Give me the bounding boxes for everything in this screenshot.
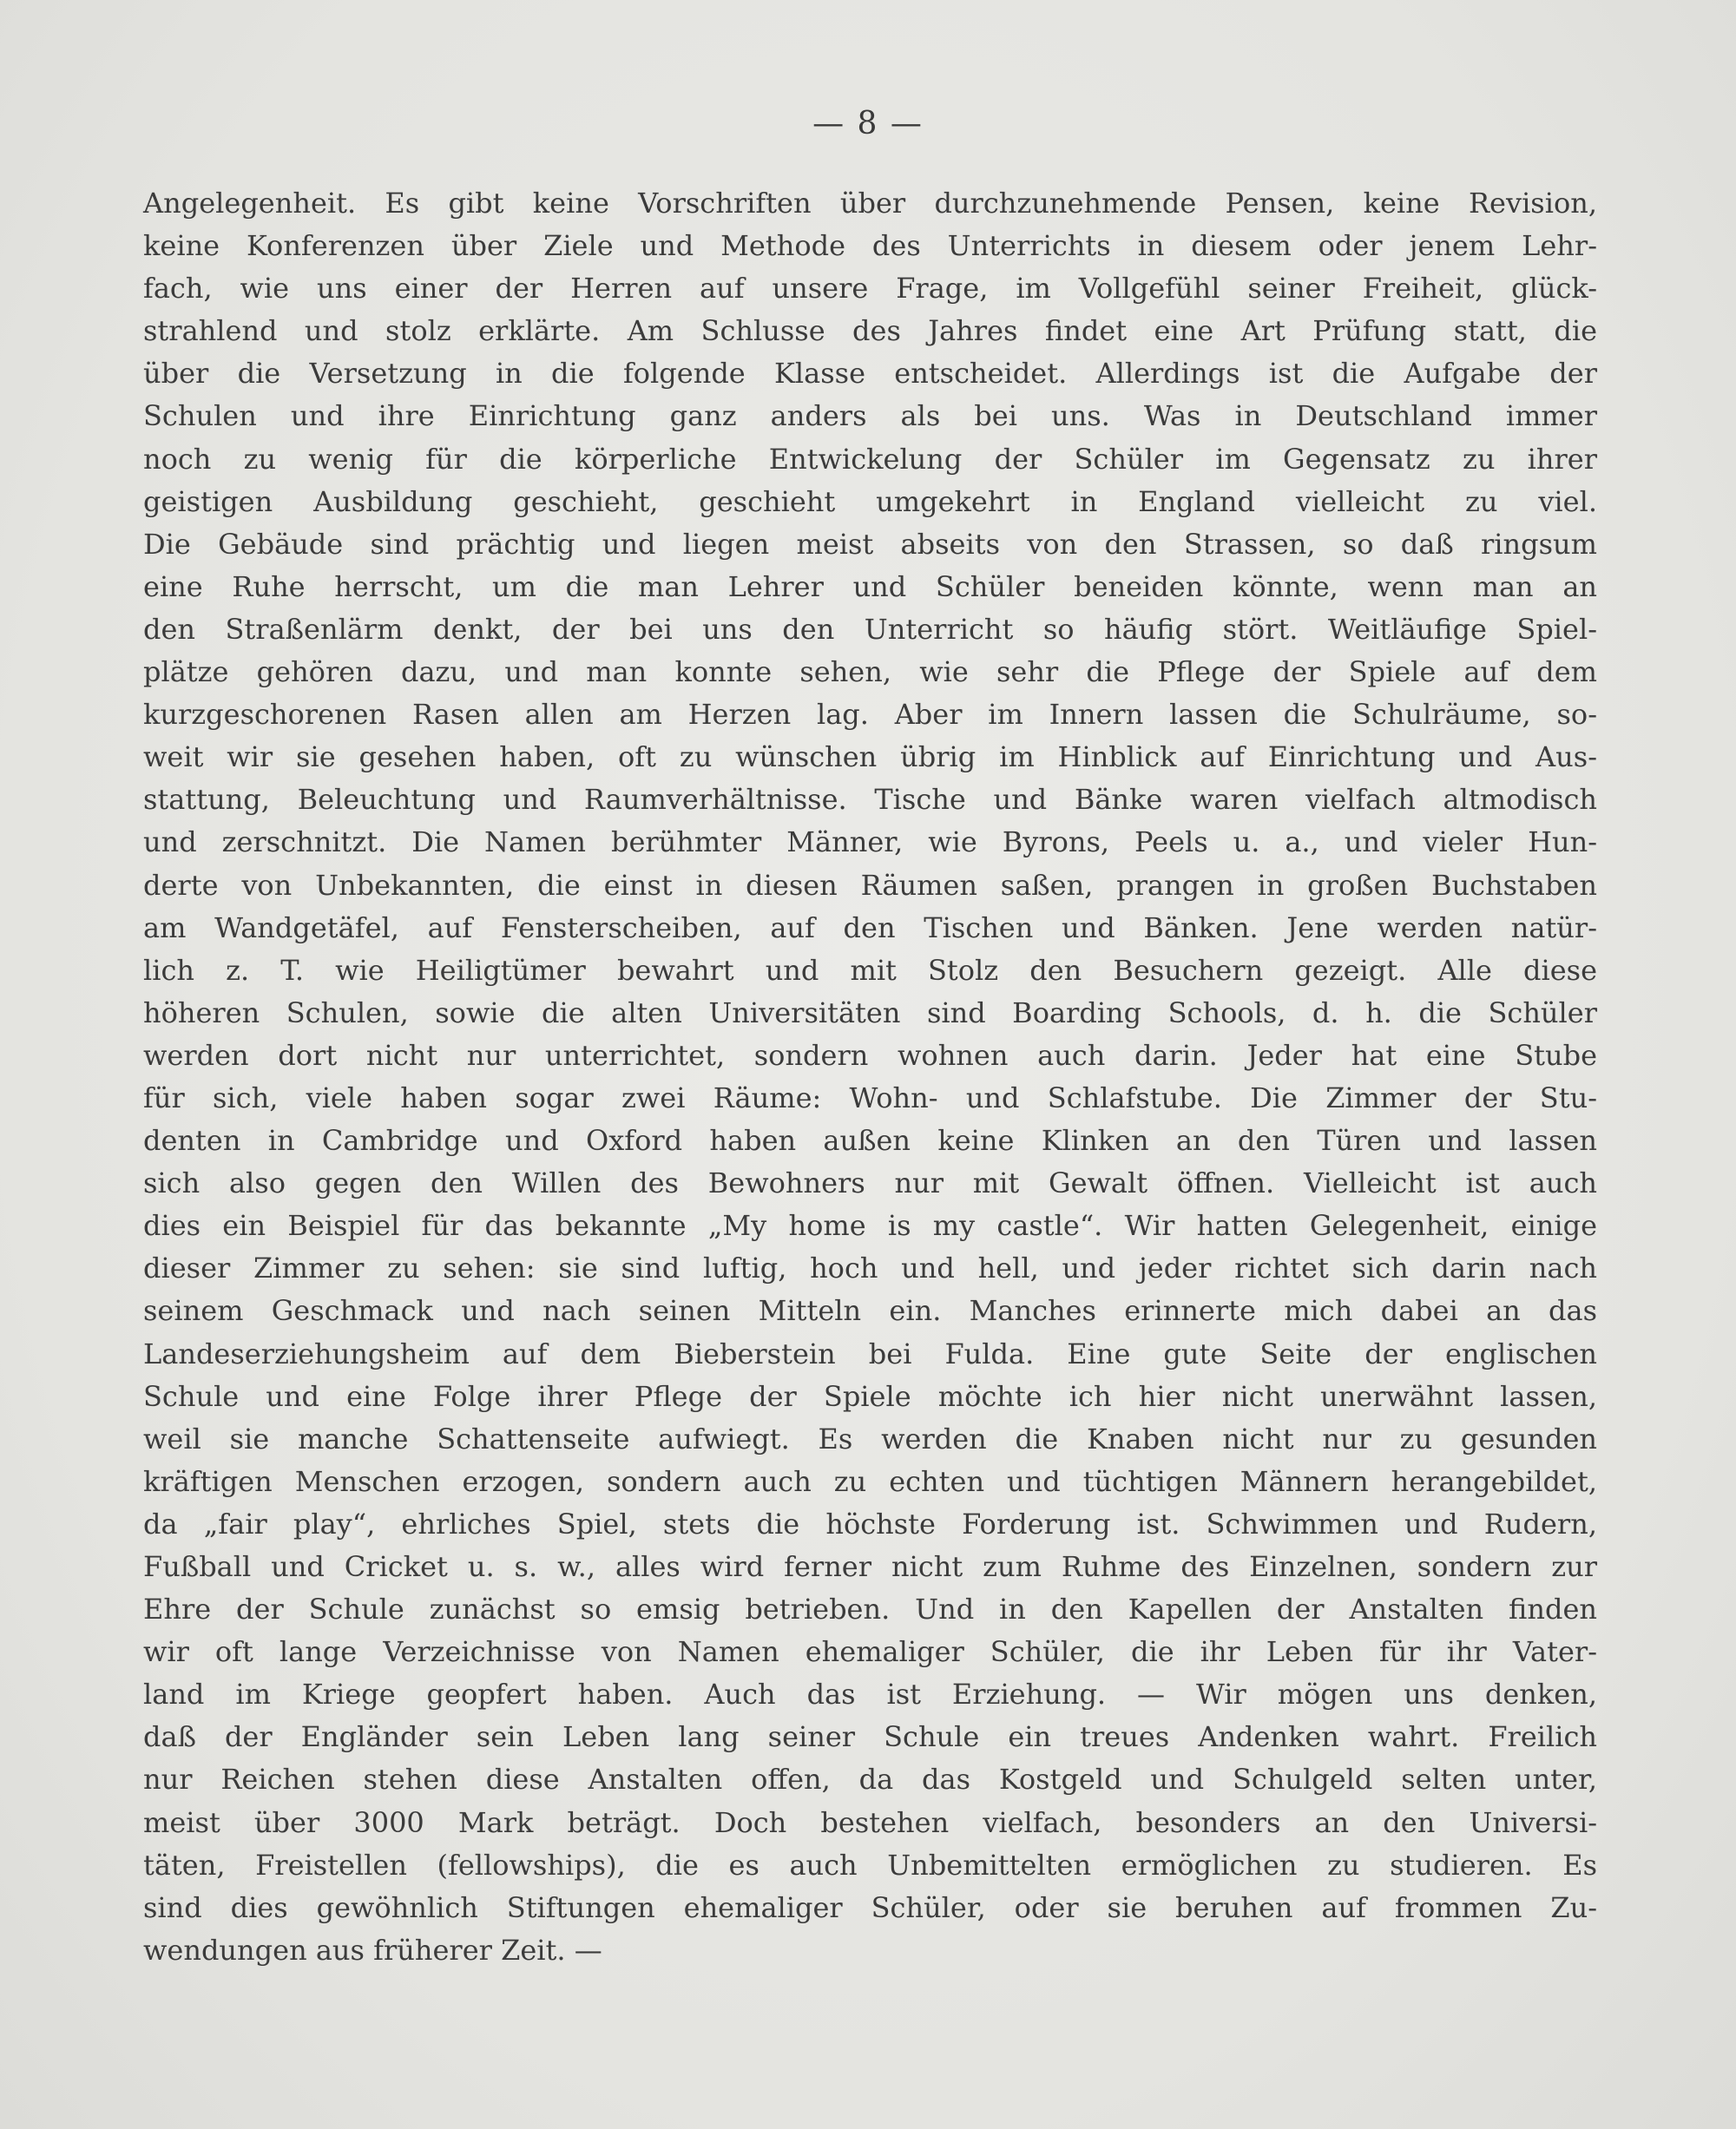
page-number: — 8 — — [812, 106, 924, 141]
text-line: sich also gegen den Willen des Bewohners nur mit Gewalt öffnen. Vielleicht ist auch — [143, 1166, 1597, 1200]
text-line: Landeserziehungsheim auf dem Bieberstein bei Fulda. Eine gute Seite der englischen — [143, 1337, 1597, 1370]
text-line: Die Gebäude sind prächtig und liegen meist abseits von den Strassen, so daß ringsum — [143, 527, 1597, 561]
text-line: seinem Geschmack und nach seinen Mitteln ein. Manches erinnerte mich dabei an das — [143, 1294, 1597, 1328]
text-line: höheren Schulen, sowie die alten Universitäten sind Boarding Schools, d. h. die Schüler — [143, 996, 1597, 1029]
text-line: fach, wie uns einer der Herren auf unsere Frage, im Vollgefühl seiner Freiheit, glück- — [143, 272, 1597, 306]
text-line: den Straßenlärm denkt, der bei uns den Unterricht so häufig stört. Weitläufige Spiel- — [143, 612, 1597, 646]
text-line: Angelegenheit. Es gibt keine Vorschriften über durchzunehmende Pensen, keine Revision, — [143, 187, 1597, 220]
text-line: daß der Engländer sein Leben lang seiner Schule ein treues Andenken wahrt. Freilich — [143, 1720, 1597, 1754]
text-line: Ehre der Schule zunächst so emsig betrieben. Und in den Kapellen der Anstalten finden — [143, 1593, 1597, 1626]
text-line: und zerschnitzt. Die Namen berühmter Männer, wie Byrons, Peels u. a., und vieler Hun- — [143, 825, 1597, 859]
text-line: Schulen und ihre Einrichtung ganz anders als bei uns. Was in Deutschland immer — [143, 399, 1597, 433]
text-line: lich z. T. wie Heiligtümer bewahrt und mit Stolz den Besuchern gezeigt. Alle diese — [143, 953, 1597, 987]
text-line: dies ein Beispiel für das bekannte „My home is my castle“. Wir hatten Gelegenheit, einige — [143, 1209, 1597, 1243]
text-line: nur Reichen stehen diese Anstalten offen, da das Kostgeld und Schulgeld selten unter, — [143, 1763, 1597, 1797]
text-line: geistigen Ausbildung geschieht, geschieht umgekehrt in England vielleicht zu viel. — [143, 484, 1597, 518]
text-line: derte von Unbekannten, die einst in diesen Räumen saßen, prangen in großen Buchstaben — [143, 868, 1597, 902]
text-line: kräftigen Menschen erzogen, sondern auch zu echten und tüchtigen Männern herangebildet, — [143, 1464, 1597, 1498]
text-line: wir oft lange Verzeichnisse von Namen ehemaliger Schüler, die ihr Leben für ihr Vater- — [143, 1635, 1597, 1669]
text-line: werden dort nicht nur unterrichtet, sondern wohnen auch darin. Jeder hat eine Stube — [143, 1038, 1597, 1072]
text-line: weit wir sie gesehen haben, oft zu wünschen übrig im Hinblick auf Einrichtung und Aus- — [143, 740, 1597, 774]
text-line: dieser Zimmer zu sehen: sie sind luftig, hoch und hell, und jeder richtet sich darin nach — [143, 1252, 1597, 1285]
text-line: kurzgeschorenen Rasen allen am Herzen lag. Aber im Innern lassen die Schulräume, so- — [143, 698, 1597, 732]
text-line: keine Konferenzen über Ziele und Methode des Unterrichts in diesem oder jenem Lehr- — [143, 229, 1597, 263]
text-line: weil sie manche Schattenseite aufwiegt. Es werden die Knaben nicht nur zu gesunden — [143, 1422, 1597, 1455]
text-line: am Wandgetäfel, auf Fensterscheiben, auf den Tischen und Bänken. Jene werden natür- — [143, 910, 1597, 944]
text-line: plätze gehören dazu, und man konnte sehen, wie sehr die Pflege der Spiele auf dem — [143, 655, 1597, 689]
text-line: Schule und eine Folge ihrer Pflege der Spiele möchte ich hier nicht unerwähnt lassen, — [143, 1379, 1597, 1413]
text-line: eine Ruhe herrscht, um die man Lehrer und Schüler beneiden könnte, wenn man an — [143, 569, 1597, 603]
text-line: denten in Cambridge und Oxford haben außen keine Klinken an den Türen und lassen — [143, 1124, 1597, 1158]
text-line: für sich, viele haben sogar zwei Räume: Wohn- und Schlafstube. Die Zimmer der Stu- — [143, 1081, 1597, 1114]
text-line: da „fair play“, ehrliches Spiel, stets die höchste Forderung ist. Schwimmen und Rudern, — [143, 1507, 1597, 1541]
text-line: meist über 3000 Mark beträgt. Doch bestehen vielfach, besonders an den Universi- — [143, 1805, 1597, 1839]
body-text — [143, 182, 1597, 1972]
text-line: noch zu wenig für die körperliche Entwickelung der Schüler im Gegensatz zu ihrer — [143, 442, 1597, 476]
text-line: strahlend und stolz erklärte. Am Schlusse des Jahres findet eine Art Prüfung statt, die — [143, 314, 1597, 348]
text-line: täten, Freistellen (fellowships), die es auch Unbemittelten ermöglichen zu studieren. Es — [143, 1848, 1597, 1882]
text-line: stattung, Beleuchtung und Raumverhältnisse. Tische und Bänke waren vielfach altmodisch — [143, 783, 1597, 817]
text-line: land im Kriege geopfert haben. Auch das ist Erziehung. — Wir mögen uns denken, — [143, 1678, 1597, 1712]
text-line: sind dies gewöhnlich Stiftungen ehemaliger Schüler, oder sie beruhen auf frommen Zu- — [143, 1890, 1597, 1924]
text-line: Fußball und Cricket u. s. w., alles wird ferner nicht zum Ruhme des Einzelnen, sondern zur — [143, 1550, 1597, 1583]
text-line: wendungen aus früherer Zeit. — — [143, 1933, 602, 1967]
text-line: über die Versetzung in die folgende Klasse entscheidet. Allerdings ist die Aufgabe der — [143, 357, 1597, 391]
